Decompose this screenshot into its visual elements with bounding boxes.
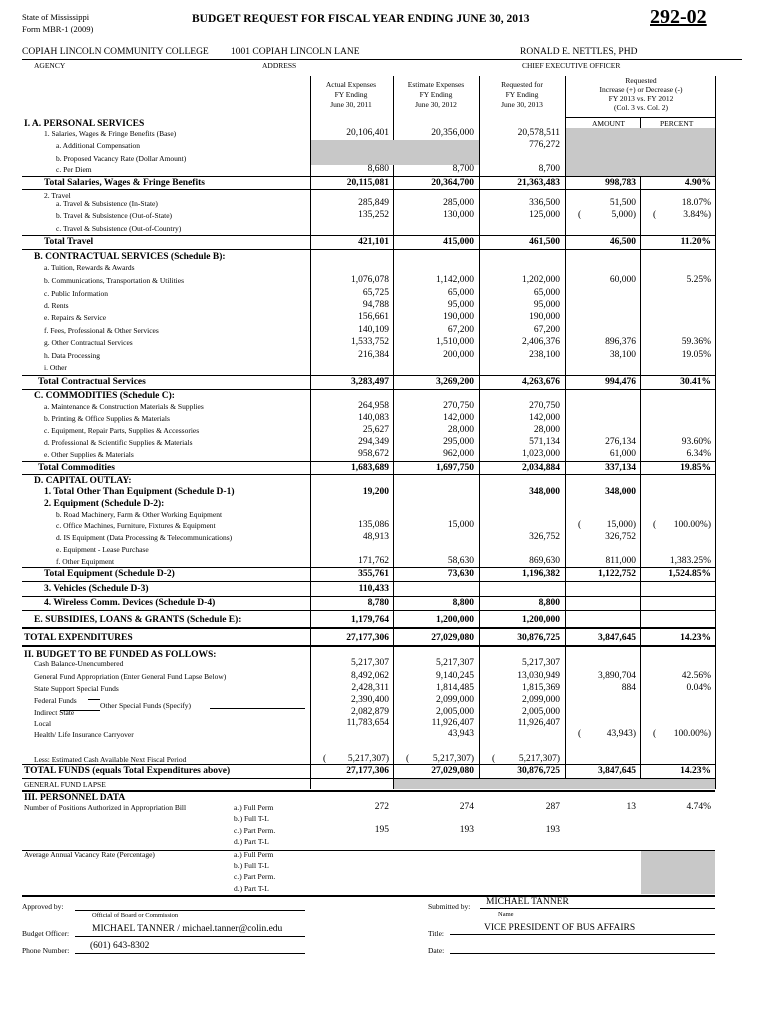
cell-actual: 140,109 bbox=[358, 325, 389, 335]
row-label: f. Other Equipment bbox=[56, 557, 115, 566]
cell-estimate: 15,000 bbox=[447, 520, 474, 530]
cell-actual: 2,428,311 bbox=[351, 683, 389, 693]
row-label: a. Maintenance & Construction Materials & Supplies bbox=[44, 402, 204, 411]
budget-officer-line bbox=[75, 936, 305, 937]
cell-actual: 1,179,764 bbox=[351, 615, 389, 625]
approved-by-label: Approved by: bbox=[22, 902, 64, 911]
cell-estimate: 11,926,407 bbox=[431, 718, 474, 728]
row-label: e. Other Supplies & Materials bbox=[44, 450, 134, 459]
cell-actual: 5,217,307) bbox=[347, 754, 389, 764]
row-label: Cash Balance-Unencumbered bbox=[34, 659, 124, 668]
cell-amount: 3,890,704 bbox=[598, 671, 636, 681]
cell-estimate: 415,000 bbox=[443, 237, 474, 247]
row-label: d. IS Equipment (Data Processing & Telecommunications) bbox=[56, 533, 233, 542]
cell-requested: 13,030,949 bbox=[517, 671, 560, 681]
cell-estimate: 1,142,000 bbox=[436, 275, 474, 285]
row-label: a. Travel & Subsistence (In-State) bbox=[56, 199, 158, 208]
cell-requested: 20,578,511 bbox=[517, 128, 560, 138]
col-header-amount: AMOUNT bbox=[592, 119, 625, 128]
paren-requested: ( bbox=[492, 754, 496, 764]
phone-line bbox=[75, 953, 305, 954]
personnel-sub-label: b.) Full T-L bbox=[234, 814, 269, 823]
cell-requested: 4,263,676 bbox=[522, 377, 560, 387]
row-rule bbox=[22, 249, 715, 250]
cell-estimate: 962,000 bbox=[443, 449, 474, 459]
shaded-cell bbox=[311, 140, 479, 165]
cell-requested: 65,000 bbox=[533, 288, 560, 298]
cell-actual: 27,177,306 bbox=[346, 633, 389, 643]
cell-percent: 3.84%) bbox=[683, 210, 711, 220]
row-rule bbox=[22, 189, 715, 190]
cell-percent: 100.00%) bbox=[673, 520, 711, 530]
personnel-sub-label: a.) Full Perm bbox=[234, 803, 274, 812]
cell-estimate: 1,697,750 bbox=[436, 463, 474, 473]
cell-amount: 337,134 bbox=[605, 463, 636, 473]
agency-name: COPIAH LINCOLN COMMUNITY COLLEGE bbox=[22, 47, 209, 57]
cell-requested: 2,005,000 bbox=[522, 707, 560, 717]
row-label: C. COMMODITIES (Schedule C): bbox=[34, 391, 175, 401]
row-label: Total Commodities bbox=[38, 463, 115, 473]
agency-label: AGENCY bbox=[34, 61, 66, 70]
cell-requested: 571,134 bbox=[529, 437, 560, 447]
row-rule bbox=[22, 895, 715, 897]
cell-requested: 238,100 bbox=[529, 350, 560, 360]
cell-actual: 156,661 bbox=[358, 312, 389, 322]
row-label: f. Fees, Professional & Other Services bbox=[44, 326, 159, 335]
cell-estimate: 142,000 bbox=[443, 413, 474, 423]
full-perm-percent: 4.74% bbox=[686, 802, 711, 812]
cell-amount: 994,476 bbox=[605, 377, 636, 387]
personnel-sub-label: d.) Part T-L bbox=[234, 837, 269, 846]
col-header-requested: Requested for FY Ending June 30, 2013 bbox=[501, 80, 543, 109]
row-label: b. Proposed Vacancy Rate (Dollar Amount) bbox=[56, 154, 187, 163]
cell-actual: 20,106,401 bbox=[346, 128, 389, 138]
row-label: c. Travel & Subsistence (Out-of-Country) bbox=[56, 224, 182, 233]
row-rule bbox=[22, 764, 715, 765]
cell-requested: 11,926,407 bbox=[517, 718, 560, 728]
cell-actual: 1,076,078 bbox=[351, 275, 389, 285]
official-label: Official of Board or Commission bbox=[92, 912, 179, 919]
row-rule bbox=[22, 235, 715, 236]
submitted-by-value: MICHAEL TANNER bbox=[486, 897, 569, 907]
cell-percent: 5.25% bbox=[686, 275, 711, 285]
cell-estimate: 5,217,307 bbox=[436, 658, 474, 668]
row-label: b. Road Machinery, Farm & Other Working Equipment bbox=[56, 510, 223, 519]
cell-actual: 294,349 bbox=[358, 437, 389, 447]
cell-requested: 142,000 bbox=[529, 413, 560, 423]
cell-amount: 3,847,645 bbox=[598, 766, 636, 776]
cell-requested: 2,406,376 bbox=[522, 337, 560, 347]
row-label: c. Office Machines, Furniture, Fixtures & Equipment bbox=[56, 521, 216, 530]
date-label: Date: bbox=[428, 946, 445, 955]
row-label: Less: Estimated Cash Available Next Fiscal Period bbox=[34, 755, 187, 764]
cell-requested: 28,000 bbox=[533, 425, 560, 435]
title-line bbox=[450, 934, 715, 935]
cell-amount: 811,000 bbox=[605, 556, 636, 566]
row-label: State Support Special Funds bbox=[34, 684, 119, 693]
full-perm-actual: 272 bbox=[374, 802, 389, 812]
officer-name: RONALD E. NETTLES, PHD bbox=[520, 47, 638, 57]
cell-percent: 30.41% bbox=[680, 377, 711, 387]
cell-actual: 2,390,400 bbox=[351, 695, 389, 705]
row-label: d. Rents bbox=[44, 301, 69, 310]
row-label: e. Repairs & Service bbox=[44, 313, 107, 322]
row-label: a. Additional Compensation bbox=[56, 141, 140, 150]
part-perm-requested: 193 bbox=[545, 825, 560, 835]
cell-percent: 93.60% bbox=[681, 437, 711, 447]
row-label: e. Equipment - Lease Purchase bbox=[56, 545, 149, 554]
cell-requested: 1,023,000 bbox=[522, 449, 560, 459]
cell-actual: 27,177,306 bbox=[346, 766, 389, 776]
row-rule bbox=[22, 176, 715, 177]
row-label: TOTAL EXPENDITURES bbox=[24, 633, 133, 643]
cell-estimate: 270,750 bbox=[443, 401, 474, 411]
cell-amount: 276,134 bbox=[605, 437, 636, 447]
cell-actual: 94,788 bbox=[362, 300, 389, 310]
grid-line bbox=[565, 117, 715, 118]
title-label: Title: bbox=[428, 929, 444, 938]
other-special-funds-label: Other Special Funds (Specify) bbox=[100, 701, 192, 710]
cell-amount: 15,000) bbox=[606, 520, 636, 530]
address-label: ADDRESS bbox=[262, 61, 297, 70]
cell-requested: 1,202,000 bbox=[522, 275, 560, 285]
row-rule bbox=[22, 790, 715, 792]
cell-actual: 1,533,752 bbox=[351, 337, 389, 347]
cell-actual: 140,083 bbox=[358, 413, 389, 423]
shaded-cell bbox=[641, 850, 715, 894]
cell-estimate: 20,356,000 bbox=[431, 128, 474, 138]
paren-estimate: ( bbox=[406, 754, 410, 764]
cell-percent: 18.07% bbox=[681, 198, 711, 208]
cell-actual: 8,780 bbox=[367, 598, 389, 608]
cell-actual: 421,101 bbox=[358, 237, 389, 247]
row-label: Total Equipment (Schedule D-2) bbox=[44, 569, 175, 579]
paren-actual: ( bbox=[323, 754, 327, 764]
cell-requested: 869,630 bbox=[529, 556, 560, 566]
approved-by-line bbox=[75, 910, 305, 911]
cell-estimate: 2,005,000 bbox=[436, 707, 474, 717]
row-rule bbox=[22, 596, 715, 597]
phone-label: Phone Number: bbox=[22, 946, 70, 955]
row-label: b. Printing & Office Supplies & Materials bbox=[44, 414, 170, 423]
row-rule bbox=[22, 474, 715, 475]
date-line bbox=[450, 953, 715, 954]
row-label: 2. Equipment (Schedule D-2): bbox=[44, 499, 165, 509]
cell-estimate: 1,814,485 bbox=[436, 683, 474, 693]
cell-requested: 776,272 bbox=[529, 140, 560, 150]
paren-percent: ( bbox=[653, 520, 657, 530]
cell-estimate: 295,000 bbox=[443, 437, 474, 447]
cell-percent: 100.00%) bbox=[673, 729, 711, 739]
budget-officer-label: Budget Officer: bbox=[22, 929, 70, 938]
shaded-cell bbox=[566, 128, 715, 176]
personnel-title: III. PERSONNEL DATA bbox=[24, 793, 126, 803]
cell-requested: 190,000 bbox=[529, 312, 560, 322]
positions-label: Number of Positions Authorized in Appropriation Bill bbox=[24, 803, 187, 812]
cell-estimate: 43,943 bbox=[447, 729, 474, 739]
cell-actual: 110,433 bbox=[358, 584, 389, 594]
funds-line bbox=[210, 708, 305, 709]
cell-amount: 61,000 bbox=[609, 449, 636, 459]
cell-estimate: 9,140,245 bbox=[436, 671, 474, 681]
row-label: GENERAL FUND LAPSE bbox=[24, 780, 106, 789]
cell-estimate: 95,000 bbox=[447, 300, 474, 310]
cell-requested: 8,800 bbox=[538, 598, 560, 608]
cell-requested: 270,750 bbox=[529, 401, 560, 411]
row-label: I. A. PERSONAL SERVICES bbox=[24, 119, 145, 129]
funds-line bbox=[88, 699, 100, 700]
row-rule bbox=[22, 778, 715, 779]
cell-requested: 30,876,725 bbox=[517, 633, 560, 643]
row-label: 1. Salaries, Wages & Fringe Benefits (Base) bbox=[44, 129, 177, 138]
form-label: Form MBR-1 (2009) bbox=[22, 24, 94, 34]
cell-actual: 8,492,062 bbox=[351, 671, 389, 681]
cell-requested: 67,200 bbox=[533, 325, 560, 335]
row-rule bbox=[22, 610, 715, 611]
cell-percent: 1,524.85% bbox=[668, 569, 711, 579]
col-header-actual: Actual Expenses FY Ending June 30, 2011 bbox=[325, 80, 377, 109]
cell-estimate: 190,000 bbox=[443, 312, 474, 322]
cell-estimate: 58,630 bbox=[447, 556, 474, 566]
personnel-sub-label: b.) Full T-L bbox=[234, 861, 269, 870]
cell-requested: 336,500 bbox=[529, 198, 560, 208]
cell-amount: 1,122,752 bbox=[598, 569, 636, 579]
cell-percent: 14.23% bbox=[680, 633, 711, 643]
cell-actual: 216,384 bbox=[358, 350, 389, 360]
paren-percent: ( bbox=[653, 210, 657, 220]
paren-amount: ( bbox=[578, 210, 582, 220]
cell-actual: 19,200 bbox=[362, 487, 389, 497]
cell-percent: 11.20% bbox=[680, 237, 711, 247]
paren-percent: ( bbox=[653, 729, 657, 739]
cell-amount: 43,943) bbox=[606, 729, 636, 739]
form-code: 292-02 bbox=[650, 6, 707, 28]
officer-label: CHIEF EXECUTIVE OFFICER bbox=[522, 61, 621, 70]
submitted-by-line bbox=[480, 908, 715, 909]
cell-percent: 14.23% bbox=[680, 766, 711, 776]
cell-estimate: 8,700 bbox=[452, 164, 474, 174]
personnel-sub-label: a.) Full Perm bbox=[234, 850, 274, 859]
row-label: Federal Funds bbox=[34, 696, 77, 705]
header-rule bbox=[22, 59, 742, 60]
row-label: c. Public Information bbox=[44, 289, 108, 298]
personnel-sub-label: c.) Part Perm. bbox=[234, 826, 276, 835]
cell-amount: 3,847,645 bbox=[598, 633, 636, 643]
row-label: a. Tuition, Rewards & Awards bbox=[44, 263, 135, 272]
state-label: State of Mississippi bbox=[22, 12, 90, 22]
cell-actual: 135,086 bbox=[358, 520, 389, 530]
cell-actual: 135,252 bbox=[358, 210, 389, 220]
cell-requested: 5,217,307 bbox=[522, 658, 560, 668]
col-header-change: Requested Increase (+) or Decrease (-) FY 2013 vs. FY 2012 (Col. 3 vs. Col. 2) bbox=[599, 76, 683, 112]
vacancy-label: Average Annual Vacancy Rate (Percentage) bbox=[24, 850, 155, 859]
cell-actual: 20,115,081 bbox=[346, 178, 389, 188]
budget-officer-value: MICHAEL TANNER / michael.tanner@colin.edu bbox=[92, 924, 283, 934]
cell-requested: 2,034,884 bbox=[522, 463, 560, 473]
cell-estimate: 27,029,080 bbox=[431, 766, 474, 776]
row-label: Total Contractual Services bbox=[38, 377, 146, 387]
row-label: Health/ Life Insurance Carryover bbox=[34, 730, 134, 739]
cell-amount: 5,000) bbox=[611, 210, 636, 220]
name-label: Name bbox=[498, 911, 514, 918]
paren-amount: ( bbox=[578, 520, 582, 530]
cell-amount: 326,752 bbox=[605, 532, 636, 542]
row-label: General Fund Appropriation (Enter General Fund Lapse Below) bbox=[34, 672, 227, 681]
row-label: c. Per Diem bbox=[56, 165, 92, 174]
paren-amount: ( bbox=[578, 729, 582, 739]
row-rule bbox=[22, 461, 715, 462]
row-label: TOTAL FUNDS (equals Total Expenditures above) bbox=[24, 766, 231, 776]
cell-requested: 125,000 bbox=[529, 210, 560, 220]
row-label: 1. Total Other Than Equipment (Schedule D-1) bbox=[44, 487, 235, 497]
row-label: h. Data Processing bbox=[44, 351, 101, 360]
row-label: i. Other bbox=[44, 363, 67, 372]
full-perm-amount: 13 bbox=[626, 802, 636, 812]
cell-percent: 4.90% bbox=[684, 178, 711, 188]
cell-estimate: 200,000 bbox=[443, 350, 474, 360]
cell-actual: 264,958 bbox=[358, 401, 389, 411]
cell-estimate: 1,510,000 bbox=[436, 337, 474, 347]
cell-estimate: 67,200 bbox=[447, 325, 474, 335]
cell-estimate: 73,630 bbox=[447, 569, 474, 579]
row-rule bbox=[22, 645, 715, 647]
cell-percent: 59.36% bbox=[681, 337, 711, 347]
personnel-sub-label: c.) Part Perm. bbox=[234, 872, 276, 881]
row-rule bbox=[22, 567, 715, 568]
phone-value: (601) 643-8302 bbox=[90, 941, 150, 951]
cell-actual: 958,672 bbox=[358, 449, 389, 459]
agency-address: 1001 COPIAH LINCOLN LANE bbox=[231, 47, 360, 57]
col-header-percent: PERCENT bbox=[660, 119, 694, 128]
cell-actual: 11,783,654 bbox=[346, 718, 389, 728]
submitted-by-label: Submitted by: bbox=[428, 902, 471, 911]
row-label: Total Travel bbox=[44, 237, 94, 247]
full-perm-estimate: 274 bbox=[459, 802, 474, 812]
row-label: d. Professional & Scientific Supplies & Materials bbox=[44, 438, 193, 447]
row-label: c. Equipment, Repair Parts, Supplies & Accessories bbox=[44, 426, 200, 435]
part-perm-estimate: 193 bbox=[459, 825, 474, 835]
cell-estimate: 65,000 bbox=[447, 288, 474, 298]
page-title: BUDGET REQUEST FOR FISCAL YEAR ENDING JUNE 30, 2013 bbox=[192, 13, 530, 25]
cell-actual: 8,680 bbox=[367, 164, 389, 174]
personnel-sub-label: d.) Part T-L bbox=[234, 884, 269, 893]
cell-estimate: 28,000 bbox=[447, 425, 474, 435]
cell-actual: 25,627 bbox=[362, 425, 389, 435]
cell-amount: 46,500 bbox=[609, 237, 636, 247]
row-rule bbox=[22, 375, 715, 376]
row-label: 2. Travel bbox=[44, 191, 71, 200]
cell-amount: 51,500 bbox=[609, 198, 636, 208]
row-label: Local bbox=[34, 719, 52, 728]
row-label: Total Salaries, Wages & Fringe Benefits bbox=[44, 178, 205, 188]
cell-actual: 5,217,307 bbox=[351, 658, 389, 668]
row-rule bbox=[22, 581, 715, 582]
cell-estimate: 1,200,000 bbox=[436, 615, 474, 625]
row-label: B. CONTRACTUAL SERVICES (Schedule B): bbox=[34, 252, 226, 262]
cell-actual: 3,283,497 bbox=[351, 377, 389, 387]
cell-actual: 1,683,689 bbox=[351, 463, 389, 473]
cell-percent: 6.34% bbox=[686, 449, 711, 459]
row-label: g. Other Contractual Services bbox=[44, 338, 133, 347]
cell-requested: 8,700 bbox=[538, 164, 560, 174]
cell-requested: 1,200,000 bbox=[522, 615, 560, 625]
cell-requested: 30,876,725 bbox=[517, 766, 560, 776]
cell-estimate: 3,269,200 bbox=[436, 377, 474, 387]
cell-percent: 1,383.25% bbox=[669, 556, 711, 566]
row-label: II. BUDGET TO BE FUNDED AS FOLLOWS: bbox=[24, 650, 217, 660]
funds-line bbox=[60, 710, 100, 711]
cell-actual: 285,849 bbox=[358, 198, 389, 208]
cell-amount: 348,000 bbox=[605, 487, 636, 497]
cell-actual: 2,082,879 bbox=[351, 707, 389, 717]
cell-amount: 884 bbox=[621, 683, 636, 693]
row-rule bbox=[22, 627, 715, 629]
cell-estimate: 130,000 bbox=[443, 210, 474, 220]
full-perm-requested: 287 bbox=[545, 802, 560, 812]
row-rule bbox=[22, 389, 715, 390]
cell-estimate: 2,099,000 bbox=[436, 695, 474, 705]
title-value: VICE PRESIDENT OF BUS AFFAIRS bbox=[484, 923, 636, 933]
cell-amount: 38,100 bbox=[609, 350, 636, 360]
cell-actual: 48,913 bbox=[362, 532, 389, 542]
cell-estimate: 5,217,307) bbox=[432, 754, 474, 764]
row-label: b. Communications, Transportation & Utilities bbox=[44, 276, 185, 285]
cell-actual: 355,761 bbox=[358, 569, 389, 579]
cell-requested: 326,752 bbox=[529, 532, 560, 542]
cell-estimate: 27,029,080 bbox=[431, 633, 474, 643]
cell-amount: 998,783 bbox=[605, 178, 636, 188]
cell-requested: 95,000 bbox=[533, 300, 560, 310]
cell-requested: 5,217,307) bbox=[518, 754, 560, 764]
cell-estimate: 20,364,700 bbox=[431, 178, 474, 188]
cell-requested: 1,815,369 bbox=[522, 683, 560, 693]
row-label: 3. Vehicles (Schedule D-3) bbox=[44, 584, 149, 594]
cell-requested: 461,500 bbox=[529, 237, 560, 247]
cell-requested: 21,363,483 bbox=[517, 178, 560, 188]
row-label: E. SUBSIDIES, LOANS & GRANTS (Schedule E): bbox=[34, 615, 242, 625]
row-label: D. CAPITAL OUTLAY: bbox=[34, 476, 132, 486]
cell-amount: 60,000 bbox=[609, 275, 636, 285]
cell-percent: 42.56% bbox=[681, 671, 711, 681]
shaded-cell bbox=[394, 778, 715, 789]
cell-actual: 171,762 bbox=[358, 556, 389, 566]
col-header-estimate: Estimate Expenses FY Ending June 30, 2012 bbox=[407, 80, 465, 109]
cell-percent: 0.04% bbox=[686, 683, 711, 693]
row-label: 4. Wireless Comm. Devices (Schedule D-4) bbox=[44, 598, 216, 608]
cell-percent: 19.05% bbox=[681, 350, 711, 360]
cell-actual: 65,725 bbox=[362, 288, 389, 298]
cell-amount: 896,376 bbox=[605, 337, 636, 347]
cell-estimate: 285,000 bbox=[443, 198, 474, 208]
grid-line bbox=[715, 76, 716, 789]
row-label: Indirect State bbox=[34, 708, 75, 717]
cell-requested: 348,000 bbox=[529, 487, 560, 497]
cell-requested: 2,099,000 bbox=[522, 695, 560, 705]
cell-requested: 1,196,382 bbox=[522, 569, 560, 579]
row-label: b. Travel & Subsistence (Out-of-State) bbox=[56, 211, 173, 220]
cell-percent: 19.85% bbox=[680, 463, 711, 473]
cell-estimate: 8,800 bbox=[452, 598, 474, 608]
part-perm-actual: 195 bbox=[374, 825, 389, 835]
